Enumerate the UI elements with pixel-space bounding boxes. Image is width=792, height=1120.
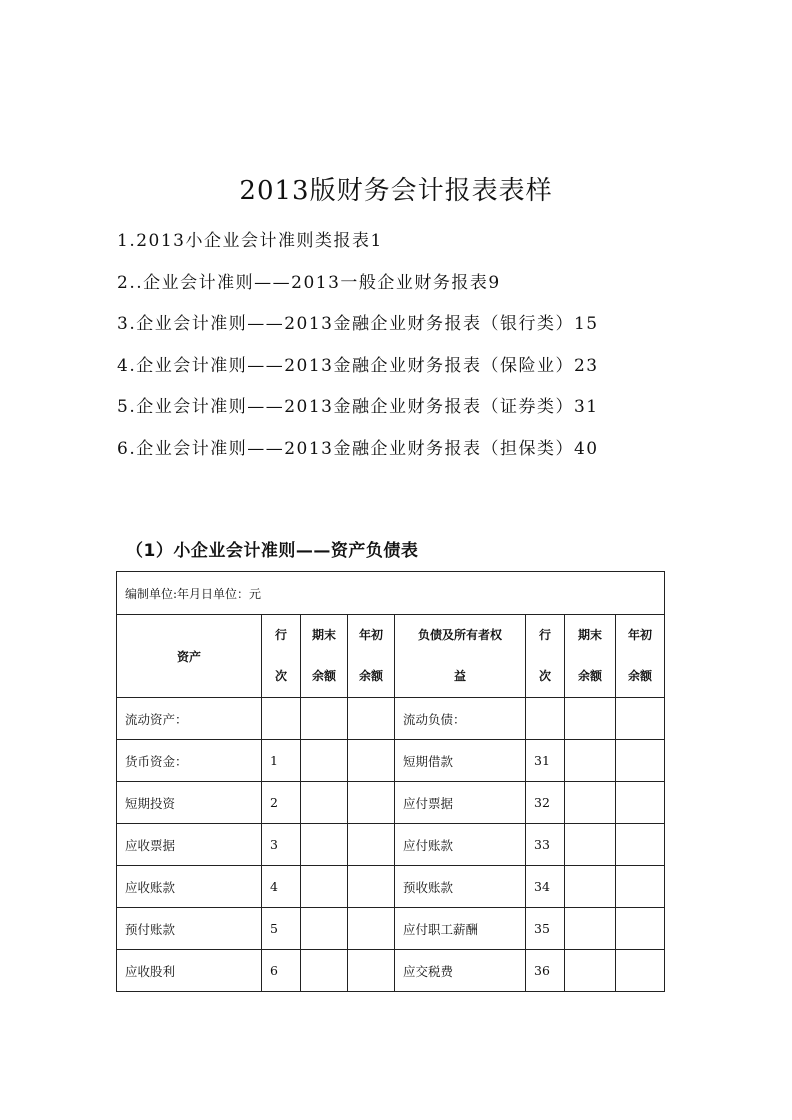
table-row xyxy=(117,698,665,740)
table-row xyxy=(117,866,665,908)
line-no-cell: 1 xyxy=(262,740,301,782)
header-begin-balance: 年初 余额 xyxy=(348,615,395,698)
line-no-cell: 6 xyxy=(262,950,301,992)
line-no-cell-2: 34 xyxy=(526,866,565,908)
liability-cell: 应付账款 xyxy=(395,824,526,866)
begin-balance-cell-2 xyxy=(616,950,665,992)
header-line-no: 行 次 xyxy=(262,615,301,698)
asset-cell: 短期投资 xyxy=(117,782,262,824)
end-balance-cell-2 xyxy=(565,950,616,992)
header-row xyxy=(117,615,665,698)
begin-balance-cell-2 xyxy=(616,824,665,866)
asset-cell: 应收股利 xyxy=(117,950,262,992)
toc-item: 6.企业会计准则——2013金融企业财务报表（担保类）40 xyxy=(117,438,599,459)
header-line-no-2: 行 次 xyxy=(526,615,565,698)
end-balance-cell-2 xyxy=(565,782,616,824)
table-row xyxy=(117,782,665,824)
line-no-cell: 4 xyxy=(262,866,301,908)
end-balance-cell-2 xyxy=(565,866,616,908)
begin-balance-cell xyxy=(348,908,395,950)
line-no-cell-2 xyxy=(526,698,565,740)
asset-cell: 流动资产： xyxy=(117,698,262,740)
asset-cell: 货币资金： xyxy=(117,740,262,782)
line-no-cell: 5 xyxy=(262,908,301,950)
liability-cell: 流动负债： xyxy=(395,698,526,740)
end-balance-cell xyxy=(301,824,348,866)
end-balance-cell xyxy=(301,908,348,950)
header-end-balance: 期末 余额 xyxy=(301,615,348,698)
begin-balance-cell-2 xyxy=(616,866,665,908)
line-no-cell-2: 36 xyxy=(526,950,565,992)
toc-item: 5.企业会计准则——2013金融企业财务报表（证券类）31 xyxy=(117,397,599,418)
balance-sheet-table xyxy=(116,571,665,992)
end-balance-cell-2 xyxy=(565,908,616,950)
table-row xyxy=(117,824,665,866)
table-row xyxy=(117,950,665,992)
end-balance-cell xyxy=(301,782,348,824)
line-no-cell: 3 xyxy=(262,824,301,866)
end-balance-cell-2 xyxy=(565,698,616,740)
begin-balance-cell xyxy=(348,782,395,824)
unit-line: 编制单位:年月日单位：元 xyxy=(117,572,665,615)
line-no-cell-2: 35 xyxy=(526,908,565,950)
begin-balance-cell-2 xyxy=(616,740,665,782)
asset-cell: 应收票据 xyxy=(117,824,262,866)
begin-balance-cell xyxy=(348,824,395,866)
toc-item: 1.2013小企业会计准则类报表1 xyxy=(117,231,383,251)
asset-cell: 应收账款 xyxy=(117,866,262,908)
page-title: 2013版财务会计报表表样 xyxy=(239,176,553,206)
table-row xyxy=(117,908,665,950)
end-balance-cell-2 xyxy=(565,740,616,782)
line-no-cell-2: 33 xyxy=(526,824,565,866)
end-balance-cell xyxy=(301,950,348,992)
header-end-balance-2: 期末 余额 xyxy=(565,615,616,698)
table-row xyxy=(117,740,665,782)
liability-cell: 应交税费 xyxy=(395,950,526,992)
header-begin-balance-2: 年初 余额 xyxy=(616,615,665,698)
line-no-cell: 2 xyxy=(262,782,301,824)
begin-balance-cell xyxy=(348,866,395,908)
liability-cell: 应付职工薪酬 xyxy=(395,908,526,950)
liability-cell: 短期借款 xyxy=(395,740,526,782)
liability-cell: 应付票据 xyxy=(395,782,526,824)
end-balance-cell xyxy=(301,866,348,908)
asset-cell: 预付账款 xyxy=(117,908,262,950)
header-liabilities-equity: 负债及所有者权 益 xyxy=(395,615,526,698)
begin-balance-cell-2 xyxy=(616,698,665,740)
begin-balance-cell xyxy=(348,950,395,992)
liability-cell: 预收账款 xyxy=(395,866,526,908)
begin-balance-cell-2 xyxy=(616,782,665,824)
line-no-cell-2: 32 xyxy=(526,782,565,824)
begin-balance-cell xyxy=(348,740,395,782)
end-balance-cell xyxy=(301,740,348,782)
table-of-contents xyxy=(117,226,599,476)
section-heading: （1）小企业会计准则——资产负债表 xyxy=(126,541,419,561)
toc-item: 3.企业会计准则——2013金融企业财务报表（银行类）15 xyxy=(117,314,599,335)
toc-item: 2..企业会计准则——2013一般企业财务报表9 xyxy=(117,272,501,293)
line-no-cell xyxy=(262,698,301,740)
toc-item: 4.企业会计准则——2013金融企业财务报表（保险业）23 xyxy=(117,355,599,376)
end-balance-cell-2 xyxy=(565,824,616,866)
line-no-cell-2: 31 xyxy=(526,740,565,782)
end-balance-cell xyxy=(301,698,348,740)
begin-balance-cell xyxy=(348,698,395,740)
header-asset: 资产 xyxy=(117,615,262,698)
begin-balance-cell-2 xyxy=(616,908,665,950)
